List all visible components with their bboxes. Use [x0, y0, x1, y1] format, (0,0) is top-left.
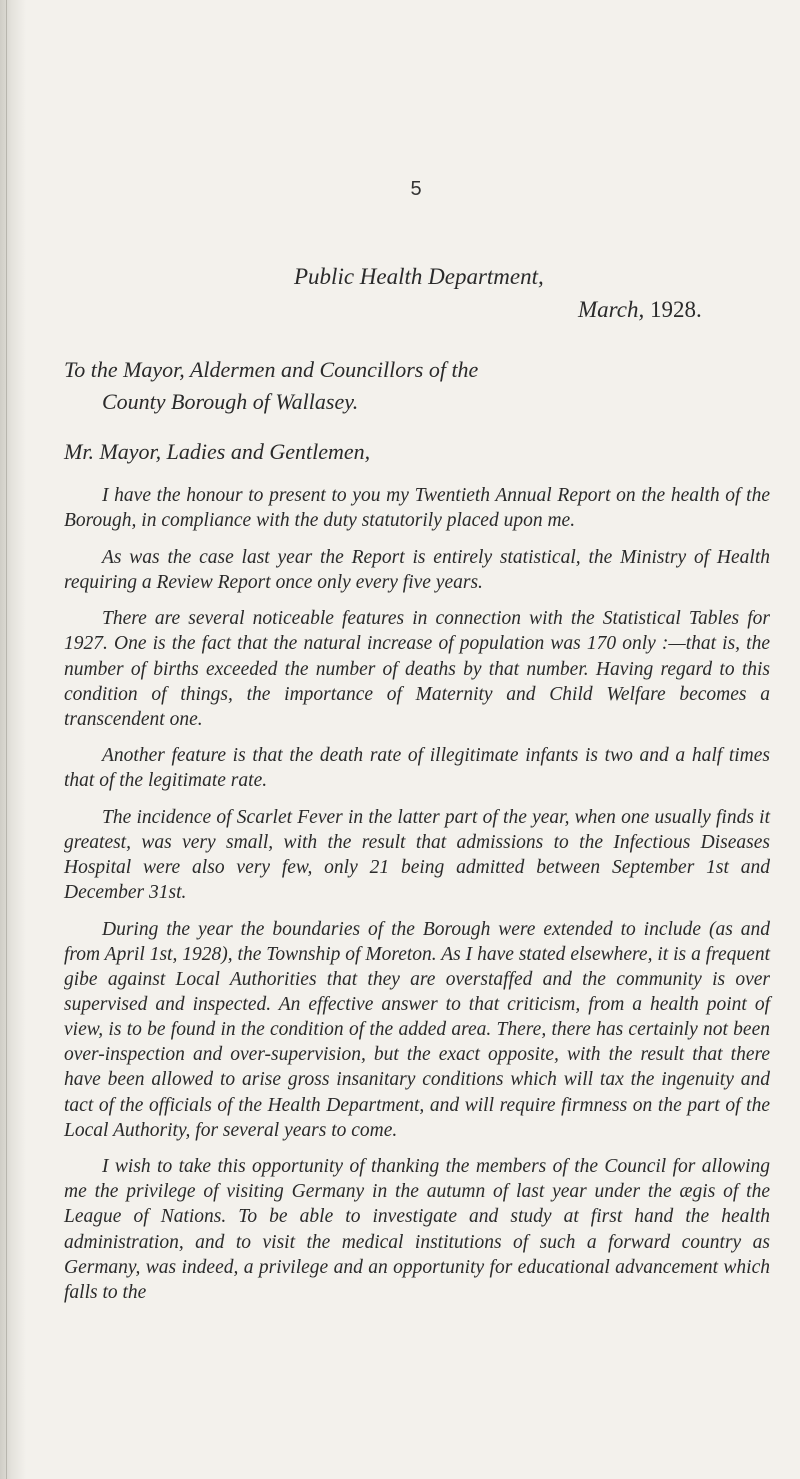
- salutation: Mr. Mayor, Ladies and Gentlemen,: [64, 439, 371, 464]
- paragraph-4: Another feature is that the death rate of illegitimate infants is two and a half times that of the legitimate rate.: [64, 745, 770, 792]
- page-number: 5: [410, 178, 422, 200]
- document-page: [64, 0, 774, 1479]
- paragraph-1: I have the honour to present to you my Twentieth Annual Report on the health of the Borough, in compliance with the duty statutorily placed upon me.: [64, 485, 770, 532]
- paragraph-3: There are several noticeable features in connection with the Statistical Tables for 1927. One is the fact that the natural increase of population was 170 only :—that is, the number of births exceeded the number of deaths by that number. Having regard to this condition of things, the importance of Maternity and Child Welfare becomes a transcendent one.: [64, 608, 770, 730]
- address-line-2: County Borough of Wallasey.: [102, 389, 359, 414]
- paragraph-6: During the year the boundaries of the Borough were extended to include (as and from April 1st, 1928), the Township of Moreton. As I have stated elsewhere, it is a frequent gibe against Local Authorities that they are overstaffed and the community is over supervised and inspected. An effective answer to that criticism, from a health point of view, is to be found in the condition of the added area. There, there has certainly not been over-inspection and over-supervision, but the exact opposite, with the result that there have been allowed to arise gross insanitary conditions which will tax the ingenuity and tact of the officials of the Health Department, and will require firmness on the part of the Local Authority, for several years to come.: [64, 918, 770, 1141]
- report-date-month: March,: [578, 297, 645, 322]
- paragraph-5: The incidence of Scarlet Fever in the latter part of the year, when one usually finds it greatest, was very small, with the result that admissions to the Infectious Diseases Hospital were also very few, only 21 being admitted between September 1st and December 31st.: [64, 807, 770, 904]
- address-line-1: To the Mayor, Aldermen and Councillors of the: [64, 357, 479, 382]
- report-date-year: 1928.: [649, 297, 702, 322]
- address-block: [64, 354, 744, 418]
- paragraph-7: I wish to take this opportunity of thanking the members of the Council for allowing me the privilege of visiting Germany in the autumn of last year under the ægis of the League of Nations. To be able to investigate and study at first hand the health administration, and to visit the medical institutions of such a forward country as Germany, was indeed, a privilege and an opportunity for educational advancement which falls to the: [64, 1156, 770, 1303]
- paragraph-2: As was the case last year the Report is entirely statistical, the Ministry of Health requiring a Review Report once only every five years.: [64, 546, 770, 593]
- department-heading: Public Health Department,: [294, 264, 544, 289]
- page-edge-line: [6, 0, 7, 1479]
- report-body: [64, 483, 770, 1316]
- report-date: [578, 297, 702, 323]
- page-gutter-shadow: [0, 0, 26, 1479]
